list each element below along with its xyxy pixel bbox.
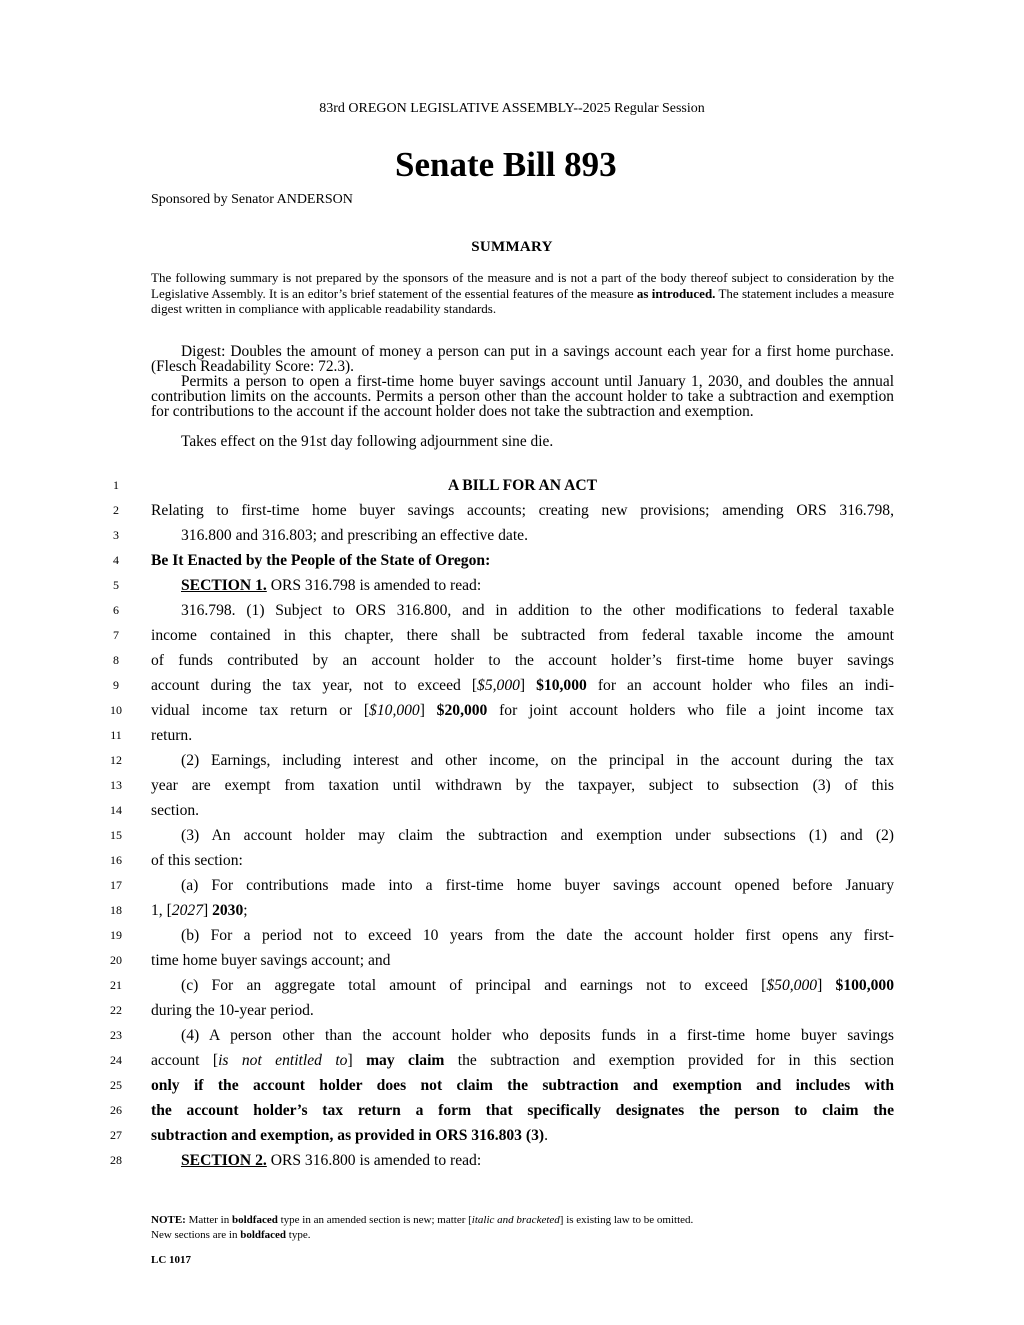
line-number: 14 <box>110 803 122 817</box>
bill-line: (4) A person other than the account holder who deposits funds in a first-time home buyer savings <box>181 1027 894 1044</box>
line-number: 4 <box>113 553 119 567</box>
note-italic: italic and bracketed <box>471 1214 560 1226</box>
session-header: 83rd OREGON LEGISLATIVE ASSEMBLY--2025 Regular Session <box>319 101 705 116</box>
bill-line <box>151 698 894 723</box>
bill-line: (3) An account holder may claim the subtraction and exemption under subsections (1) and (2) <box>181 827 894 844</box>
bill-line: (a) For contributions made into a first-time home buyer savings account opened before January <box>181 877 894 894</box>
text-run: for joint account holders who file a joint income tax <box>487 702 895 719</box>
summary-intro-bold: as introduced. <box>636 285 716 301</box>
text-run: ; <box>243 902 248 919</box>
note-bold: boldfaced <box>240 1229 287 1241</box>
line-number: 11 <box>110 728 122 742</box>
text-run: ] <box>817 977 836 994</box>
line-number: 6 <box>113 603 119 617</box>
bill-line <box>151 573 894 598</box>
note-text: ] is existing law to be omitted. <box>559 1214 694 1226</box>
bill-line <box>151 673 894 698</box>
line-number: 5 <box>113 578 119 592</box>
deleted-text: $5,000 <box>477 677 520 694</box>
text-run: ] <box>347 1052 367 1069</box>
line-number: 18 <box>110 903 122 917</box>
bill-line: return. <box>151 727 193 744</box>
note-bold: boldfaced <box>231 1214 278 1226</box>
note-text: New sections are in <box>151 1229 241 1241</box>
line-number: 28 <box>110 1153 122 1167</box>
bill-line: 316.798. (1) Subject to ORS 316.800, and in addition to the other modifications to federal taxable <box>181 602 894 619</box>
summary-heading: SUMMARY <box>471 239 553 255</box>
line-number: 21 <box>110 978 122 992</box>
new-text: $10,000 <box>536 677 587 694</box>
line-number: 7 <box>113 628 119 642</box>
line-number: 24 <box>110 1053 122 1067</box>
lc-number: LC 1017 <box>151 1254 192 1266</box>
summary-paragraph-3: Takes effect on the 91st day following adjournment sine die. <box>181 433 554 450</box>
bill-line: Relating to first-time home buyer savings accounts; creating new provisions; amending ORS 316.798, <box>151 502 894 519</box>
line-number: 23 <box>110 1028 122 1042</box>
summary-intro-text-2: The statement includes a measure digest written in compliance with applicable readability standards. <box>151 285 895 316</box>
line-number: 26 <box>110 1103 122 1117</box>
enacting-clause: Be It Enacted by the People of the State of Oregon: <box>151 552 491 569</box>
deleted-text: 2027 <box>171 902 203 919</box>
line-number: 1 <box>113 478 119 492</box>
line-number: 16 <box>110 853 122 867</box>
bill-title: Senate Bill 893 <box>395 145 617 184</box>
bill-line <box>151 1123 894 1148</box>
new-text: may claim <box>366 1052 445 1069</box>
bill-line: of funds contributed by an account holder to the account holder’s first-time home buyer savings <box>151 652 894 669</box>
bill-line: the account holder’s tax return a form that specifically designates the person to claim the <box>151 1102 894 1119</box>
bill-line: year are exempt from taxation until withdrawn by the taxpayer, subject to subsection (3) of this <box>151 777 894 794</box>
bill-line <box>151 1048 894 1073</box>
line-number: 27 <box>110 1128 122 1142</box>
bill-line <box>151 973 894 998</box>
line-number: 15 <box>110 828 122 842</box>
text-run: . <box>544 1127 548 1144</box>
new-text: $20,000 <box>436 702 488 719</box>
text-run: ] <box>419 702 437 719</box>
text-run: ] <box>202 902 213 919</box>
line-number: 2 <box>113 503 119 517</box>
bill-line: 316.800 and 316.803; and prescribing an effective date. <box>181 527 528 544</box>
note-label: NOTE: <box>151 1214 186 1226</box>
deleted-text: $10,000 <box>369 702 420 719</box>
deleted-text: $50,000 <box>766 977 818 994</box>
summary-paragraph-2: Permits a person to open a first-time home buyer savings account until January 1, 2030, and doubles the annual contribution limits on the accounts. Permits a person other than the account holder to take a subtraction and exemption for contributions to the account if the account holder does not take the subtraction and exemption. <box>151 373 894 420</box>
summary-intro <box>151 270 894 317</box>
text-run: ] <box>519 677 537 694</box>
line-number: 13 <box>110 778 122 792</box>
text-run: vidual income tax return or [ <box>151 702 370 719</box>
bill-line: (2) Earnings, including interest and other income, on the principal in the account during the tax <box>181 752 894 769</box>
line-number: 20 <box>110 953 122 967</box>
bill-line: of this section: <box>151 852 243 869</box>
line-number: 25 <box>110 1078 122 1092</box>
line-number: 3 <box>113 528 119 542</box>
footer-note <box>151 1213 894 1243</box>
section-label: SECTION 1. <box>181 577 267 594</box>
text-run: 1, [ <box>151 902 172 919</box>
summary-digest: Digest: Doubles the amount of money a person can put in a savings account each year for a first home purchase. (Flesch Readability Score: 72.3). <box>151 343 894 375</box>
text-run: (c) For an aggregate total amount of principal and earnings not to exceed [ <box>181 977 767 994</box>
new-text: 2030 <box>212 902 244 919</box>
bill-line <box>151 1148 894 1173</box>
bill-line: section. <box>151 802 200 819</box>
note-text: type in an amended section is new; matter [ <box>277 1214 472 1226</box>
bill-line: time home buyer savings account; and <box>151 952 391 969</box>
bill-line: (b) For a period not to exceed 10 years from the date the account holder first opens any first- <box>181 927 894 944</box>
new-text: $100,000 <box>835 977 894 994</box>
line-number: 9 <box>113 678 119 692</box>
summary-intro-text: The following summary is not prepared by the sponsors of the measure and is not a part of the body thereof subject to consideration by the Legislative Assembly. It is an editor’s brief statement of the essential features of the measure <box>151 270 894 301</box>
text-run: account during the tax year, not to exceed [ <box>151 677 478 694</box>
line-number: 10 <box>110 703 122 717</box>
line-number: 12 <box>110 753 122 767</box>
section-label: SECTION 2. <box>181 1152 267 1169</box>
text-run: the subtraction and exemption provided for in this section <box>444 1052 895 1069</box>
section-text: ORS 316.798 is amended to read: <box>266 577 482 594</box>
line-number: 19 <box>110 928 122 942</box>
bill-line: income contained in this chapter, there shall be subtracted from federal taxable income the amount <box>151 627 894 644</box>
deleted-text: is not entitled to <box>218 1052 348 1069</box>
bill-heading: A BILL FOR AN ACT <box>447 477 598 494</box>
text-run: account [ <box>151 1052 219 1069</box>
sponsor-line: Sponsored by Senator ANDERSON <box>151 192 353 207</box>
new-text: subtraction and exemption, as provided in ORS 316.803 (3) <box>151 1127 545 1144</box>
line-number: 8 <box>113 653 119 667</box>
section-text: ORS 316.800 is amended to read: <box>266 1152 482 1169</box>
note-text: type. <box>286 1229 311 1241</box>
bill-line: during the 10-year period. <box>151 1002 314 1019</box>
line-number: 17 <box>110 878 122 892</box>
bill-line <box>151 898 894 923</box>
bill-line: only if the account holder does not claim the subtraction and exemption and includes with <box>151 1077 894 1094</box>
note-text: Matter in <box>185 1214 232 1226</box>
line-number: 22 <box>110 1003 122 1017</box>
text-run: for an account holder who files an indi- <box>586 677 895 694</box>
